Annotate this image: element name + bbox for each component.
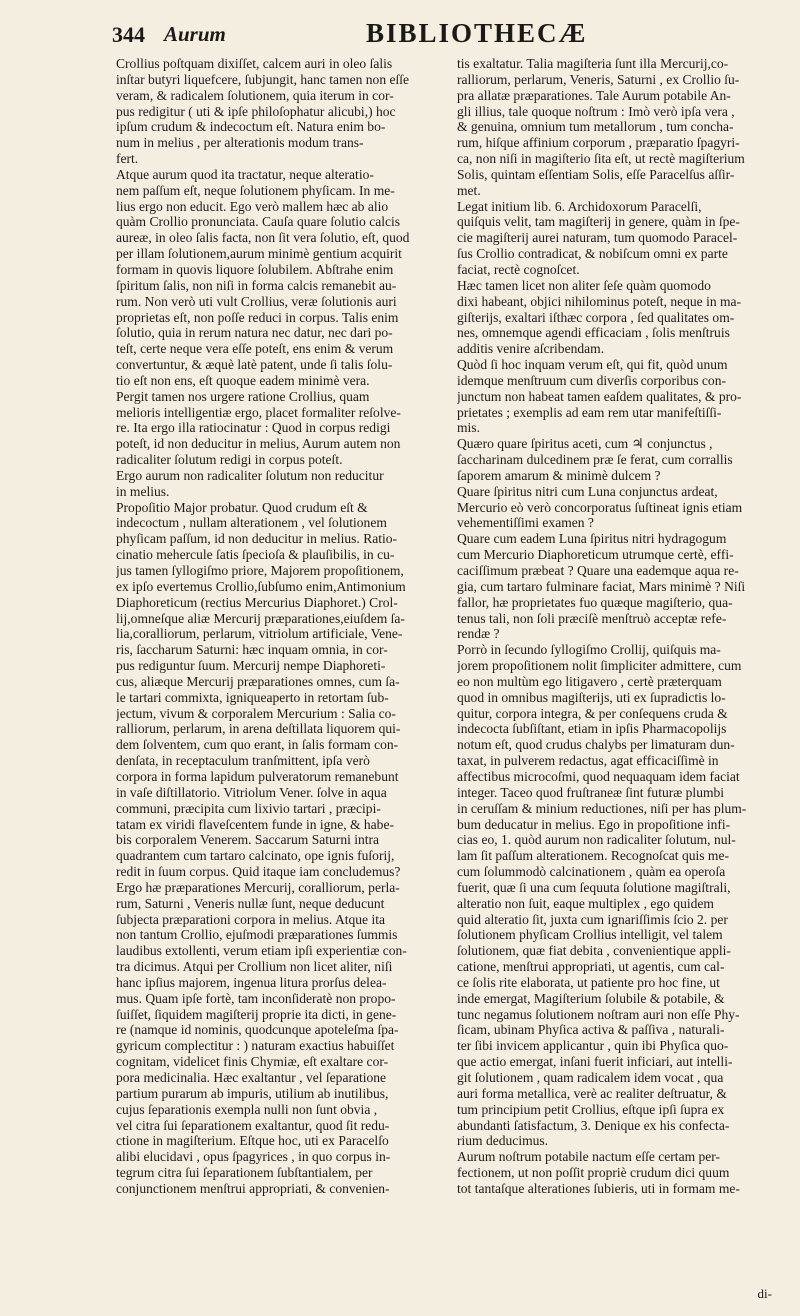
text-line: ſuiſſet, ſiquidem magiſterij proprie ita dicti, in gene- [116,1006,397,1022]
text-line: Ergo hæ præparationes Mercurij, coralliorum, perla- [116,879,400,895]
text-line: convertuntur, & æquè latè patent, unde ſi talis ſolu- [116,357,393,373]
text-line: giſterijs, exaltari iſthæc corpora , ſed qualitates om- [457,309,735,325]
text-line: ſicam, ubinam Phyſica activa & paſſiva , naturali- [457,1022,725,1038]
text-line: que actio emergat, inſani fuerit inficiari, aut intelli- [457,1054,733,1070]
text-line: bum deducatur in melius. Ego in propoſitione infi- [457,816,731,832]
text-line: ralliorum, perlarum, Veneris, Saturni , ex Crollio ſu- [457,71,740,87]
text-line: vel citra ſui ſeparationem exaltantur, quod ſit redu- [116,1117,390,1133]
text-line: proprietas eſt, non poſſe reduci in corpus. Talis enim [116,309,399,325]
text-line: inſtar butyri liquefcere, ſubjungit, hanc tamen non eſſe [116,71,410,87]
text-line: Crollius poſtquam dixiſſet, calcem auri in oleo ſalis [116,56,393,71]
text-line: vehementiſſimi examen ? [457,515,594,531]
text-line: quod in omnibus magiſterijs, uti ex ſupradictis lo- [457,689,726,705]
text-line: rum, hiſque affinium corporum , præparatio ſpagyri- [457,135,740,151]
text-line: ralliorum, perlarum, in arena deſtillata liquorem qui- [116,721,401,737]
text-line: Atque aurum quod ita tractatur, neque alteratio- [116,166,374,182]
text-line: ipſum crudum & indecoctum eſt. Natura enim bo- [116,119,386,135]
catchword: di- [757,1286,772,1301]
text-line: git ſolutionem , quam radicalem idem vocat , qua [457,1070,724,1085]
text-line: le tartari commixta, igniqueaperto in retortam ſub- [116,689,389,705]
text-line: Legat initium lib. 6. Archidoxorum Paracelſi, [457,198,702,214]
text-line: affectibus microcoſmi, quod nequaquam idem faciat [457,768,740,784]
text-line: catione, menſtrui appropriati, ut agentis, cum cal- [457,959,725,975]
text-line: bis corporalem Venerem. Saccarum Saturni intra [116,832,380,848]
text-line: quadrantem cum tartaro calcinato, ope ignis fuſorij, [116,848,395,864]
right-column [457,56,787,1197]
text-line: mus. Quam ipſe fortè, tam inconſideratè non propo- [116,990,396,1006]
text-line: pus rediguntur ſuum. Mercurij nempe Diaphoreti- [116,658,386,674]
text-line: denſata, in receptaculum tranſmittent, ipſa verò [116,753,370,769]
text-line: taxat, in pulverem redactus, agat efficaciſſimè in [457,753,719,769]
text-line: rendæ ? [457,626,500,642]
text-line: cujus ſeparationis exempla nulli non ſunt obvia , [116,1101,378,1117]
text-line: tum principium petit Crollius, eſtque ipſi ſupra ex [457,1101,725,1117]
text-line: pra allatæ præparationes. Tale Aurum potabile An- [457,87,731,103]
text-line: phyſicam paſſum, id non deducitur in melius. Ratio- [116,531,398,547]
text-line: junctum non habeat tamen eaſdem qualitates, & pro- [457,388,742,404]
text-line: Hæc tamen licet non aliter ſeſe quàm quomodo [457,277,711,293]
text-line: fert. [116,151,139,167]
text-line: lia,coralliorum, perlarum, vitriolum artificiale, Vene- [116,626,403,642]
text-line: ex ipſo evertemus Crollio,ſubſumo enim,Antimonium [116,578,406,594]
text-line: Mercurio eò verò concorporatus ſuſtineat ignis etiam [457,499,743,515]
text-line: eo non multùm ego litigavero , certè præterquam [457,673,722,689]
text-line: Diaphoreticum (rectius Mercurius Diaphoret.) Crol- [116,594,398,610]
text-line: pora medicinalia. Hæc exaltantur , vel ſeparatione [116,1070,387,1085]
text-line: inde emergat, Magiſterium ſolubile & potabile, & [457,990,725,1006]
text-line: cum Mercurio Diaphoreticum utrumque certè, effi- [457,547,734,563]
text-line: ter ſibi invicem applicantur , quin ibi Phyſica quo- [457,1038,729,1054]
text-line: ca, non niſi in magiſterio ſita eſt, ut rectè magiſterium [457,151,745,167]
text-line: quàm Crollio pronunciata. Cauſa quare ſolutio calcis [116,214,401,230]
text-line: lij,omneſque aliæ Mercurij præparationes,eiuſdem ſa- [116,610,405,626]
text-line: corpora in forma lapidum pulveratorum remanebunt [116,768,399,784]
text-line: nes, omnemque agendi efficaciam , ſolis menſtruis [457,325,730,341]
text-line: Propoſitio Major probatur. Quod crudum eſt & [116,499,368,515]
text-line: gli illius, tale quoque noſtrum : Imò verò ipſa vera , [457,103,735,119]
text-line: cus, aliæque Mercurij præparationes omnes, cum ſa- [116,673,400,689]
text-line: num in melius , per alterationis modum trans- [116,135,364,151]
text-line: indecocta ſubſiſtant, etiam in ipſis Pharmacopolijs [457,721,727,737]
text-line: caciſſimum præbeat ? Quare una eademque aqua re- [457,563,739,578]
text-line: ſpiritum ſalis, non niſi in forma calcis remanebit au- [116,277,397,293]
text-line: in ceruſſam & minium reductiones, niſi per has plum- [457,800,747,816]
text-line: tenus tali, non ſoli præciſè menſtruò acceptæ refe- [457,610,727,626]
text-line: ſolutionem, quæ fiat debita , convenientique appli- [457,943,731,959]
text-line: fectionem, ut non poſſit propriè crudum dici quum [457,1165,730,1181]
text-line: cum ſolummodò calcinationem , quàm ea operoſa [457,864,726,880]
text-line: additis venire aſcribendam. [457,341,605,357]
text-line: & genuina, omnium tum metallorum , tum concha- [457,119,734,135]
text-line: lius ergo non educit. Ego verò mallem hæc ab alio [116,198,389,214]
text-line: dem ſolventem, cum quo erant, in ſalis formam con- [116,737,399,753]
text-line: conjunctionem menſtrui appropriati, & convenien- [116,1180,390,1196]
text-line: ce ſolis rite elaborata, ut patiente pro hoc fine, ut [457,974,720,990]
text-line: radicaliter ſolutum redigi in corpus poteſt. [116,452,343,468]
text-line: tatam ex viridi flaveſcentem funde in igne, & habe- [116,816,394,832]
text-line: in vaſe diſtillatorio. Vitriolum Vener. ſolve in aqua [116,784,387,800]
text-line: aureæ, in oleo ſalis facta, non ſit vera ſolutio, eſt, quod [116,230,410,246]
running-head: Aurum [164,22,226,46]
text-line: tio eſt non ens, eſt quoque eadem minimè vera. [116,372,370,388]
text-line: Solis, quintam eſſentiam Solis, eſſe Paracelſus aſſir- [457,166,735,182]
text-line: Quare ſpiritus nitri cum Luna conjunctus ardeat, [457,483,718,499]
text-line: tra dicimus. Atqui per Crollium non licet aliter, niſi [116,959,393,975]
text-line: cie magiſterij aurei naturam, tum quomodo Paracel- [457,230,738,246]
text-line: idemque menſtruum cum diverſis corporibus con- [457,372,726,388]
text-line: gyricum complectitur : ) naturam exactius habuiſſet [116,1038,395,1054]
text-line: redit in ſuum corpus. Quid itaque iam concludemus? [116,864,401,880]
text-line: re. Ita ergo illa ratiocinatur : Quod in corpus redigi [116,420,391,436]
text-line: Porrò in ſecundo ſyllogiſmo Crollij, quiſquis ma- [457,642,721,658]
text-line: ctione in magiſterium. Eſtque hoc, uti ex Paracelſo [116,1133,389,1149]
text-line: partium purarum ab impuris, utilium ab inutilibus, [116,1085,389,1101]
text-line: pus redigitur ( uti & ipſe philoſophatur alicubi,) hoc [116,103,396,119]
text-line: lam ſit paſſum alterationem. Recognoſcat quis me- [457,848,729,864]
text-line: cias eo, 1. quòd aurum non radicaliter ſolutum, nul- [457,832,736,848]
text-line: rum. Non verò uti vult Crollius, veræ ſolutionis auri [116,293,397,309]
text-line: Aurum noſtrum potabile nactum eſſe certam per- [457,1149,721,1165]
text-line: ſus Crollio contradicat, & nobiſcum omni ex parte [457,246,728,262]
text-line: tunc negamus ſolutionem noſtram auri non eſſe Phy- [457,1006,740,1022]
text-line: quiſquis velit, tam magiſterij in genere, quàm in ſpe- [457,214,740,230]
text-line: melioris intelligentiæ ergo, placet formaliter reſolve- [116,404,401,420]
text-line: alibi elucidavi , opus ſpagyrices , in quo corpus in- [116,1149,391,1165]
text-line: alteratio non ſuit, eaque multiplex , ego quidem [457,895,714,911]
text-line: tegrum citra ſui ſeparationem ſubſtantialem, per [116,1165,373,1181]
text-line: hanc ipſius majorem, ingenua litura prorſus delea- [116,974,387,990]
text-line: abundanti ſatisfactum, 3. Denique ex his confecta- [457,1117,730,1133]
text-line: jus tamen ſyllogiſmo priore, Majorem propoſitionem, [116,563,404,578]
text-line: Quæro quare ſpiritus aceti, cum ♃ conjunctus , [457,436,713,452]
page-header [112,18,772,52]
text-line: gia, cum tartaro fulminare faciat, Mars minimè ? Niſi [457,578,746,594]
text-line: ſaccharinam dulcedinem præ ſe ferat, cum corrallis [457,452,733,468]
text-line: fallor, hæ proprietates fuo quæque magiſterio, qua- [457,594,733,610]
text-line: per illam ſolutionem,aurum minimè gentium acquirit [116,246,402,262]
text-line: ſubjecta præparationi corpora in melius. Atque ita [116,911,385,927]
text-line: faciat, rectè cognoſcet. [457,261,580,277]
text-line: indecoctum , nullam alterationem , vel ſolutionem [116,515,387,531]
text-line: Pergit tamen nos urgere ratione Crollius, quam [116,388,370,404]
text-line: Quòd ſi hoc inquam verum eſt, qui fit, quòd unum [457,357,728,373]
text-line: fuerit, quæ ſi una cum ſequuta ſolutione magiſtrali, [457,879,731,895]
text-line: notum eſt, quod crudus chalybs per limaturam dun- [457,737,735,753]
text-line: quid alteratio ſit, juxta cum ignariſſimis ſcio 2. per [457,911,728,927]
text-line: Quare cum eadem Luna ſpiritus nitri hydragogum [457,531,727,547]
text-line: integer. Taceo quod fruſtraneæ ſint futuræ plumbi [457,784,725,800]
text-line: nem paſſum eſt, neque ſolutionem phyſicam. In me- [116,182,395,198]
text-line: formam in quovis liquore ſolubilem. Abſtrahe enim [116,261,394,277]
left-column [116,56,446,1197]
text-line: met. [457,182,481,198]
text-line: rium deducimus. [457,1133,549,1149]
text-line: ris, ſaccharum Saturni: hæc inquam omnia, in cor- [116,642,388,658]
text-line: prietates ; exemplis ad eam rem utar manifeſtiſſi- [457,404,722,420]
text-line: ſolutionem phyſicam Crollius intelligit, vel talem [457,927,723,943]
text-line: veram, & radicalem ſolutionem, quia iterum in cor- [116,87,394,103]
text-line: jorem propoſitionem nolit ſimpliciter admittere, cum [457,658,742,674]
text-line: communi, præcipita cum lixivio tartari , præcipi- [116,800,381,816]
text-line: teſt, certe neque vera eſſe poteſt, ens enim & verum [116,341,394,357]
text-line: cinatio mehercule ſatis ſpecioſa & plauſibilis, in cu- [116,547,395,563]
text-line: Ergo aurum non radicaliter ſolutum non reducitur [116,467,384,483]
text-line: auri forma metallica, verè ac realiter deſtruatur, & [457,1085,727,1101]
text-line: non tantum Crollio, ejuſmodi præparationes ſummis [116,927,398,943]
text-line: tot tantaſque alterationes ſubieris, uti in formam me- [457,1180,740,1196]
text-line: rum, Saturni , Veneris nullæ ſunt, neque deducunt [116,895,385,911]
text-line: poteſt, id non deducitur in melius, Aurum autem non [116,436,401,452]
text-line: mis. [457,420,480,436]
text-line: quitur, corpora integra, & per conſequens cruda & [457,705,728,721]
text-line: laudibus extollenti, verum etiam ipſi experientiæ con- [116,943,407,959]
text-line: ſolutio, quia in rerum natura nec datur, nec dari po- [116,325,393,341]
page-number: 344 [112,22,145,47]
page-title: BIBLIOTHECÆ [366,18,588,48]
text-line: re (namque id nominis, quodcunque apoteleſma ſpa- [116,1022,399,1038]
text-line: dixi habeant, objici nihilominus poteſt, neque in ma- [457,293,742,309]
text-line: jectum, vivum & corporalem Mercurium : Salia co- [116,705,396,721]
text-line: in melius. [116,483,170,499]
text-line: tis exaltatur. Talia magiſteria ſunt illa Mercurij,co- [457,56,729,71]
text-line: cognitam, videlicet finis Chymiæ, eſt exaltare cor- [116,1054,389,1070]
text-line: ſaporem amarum & minimè dulcem ? [457,467,661,483]
